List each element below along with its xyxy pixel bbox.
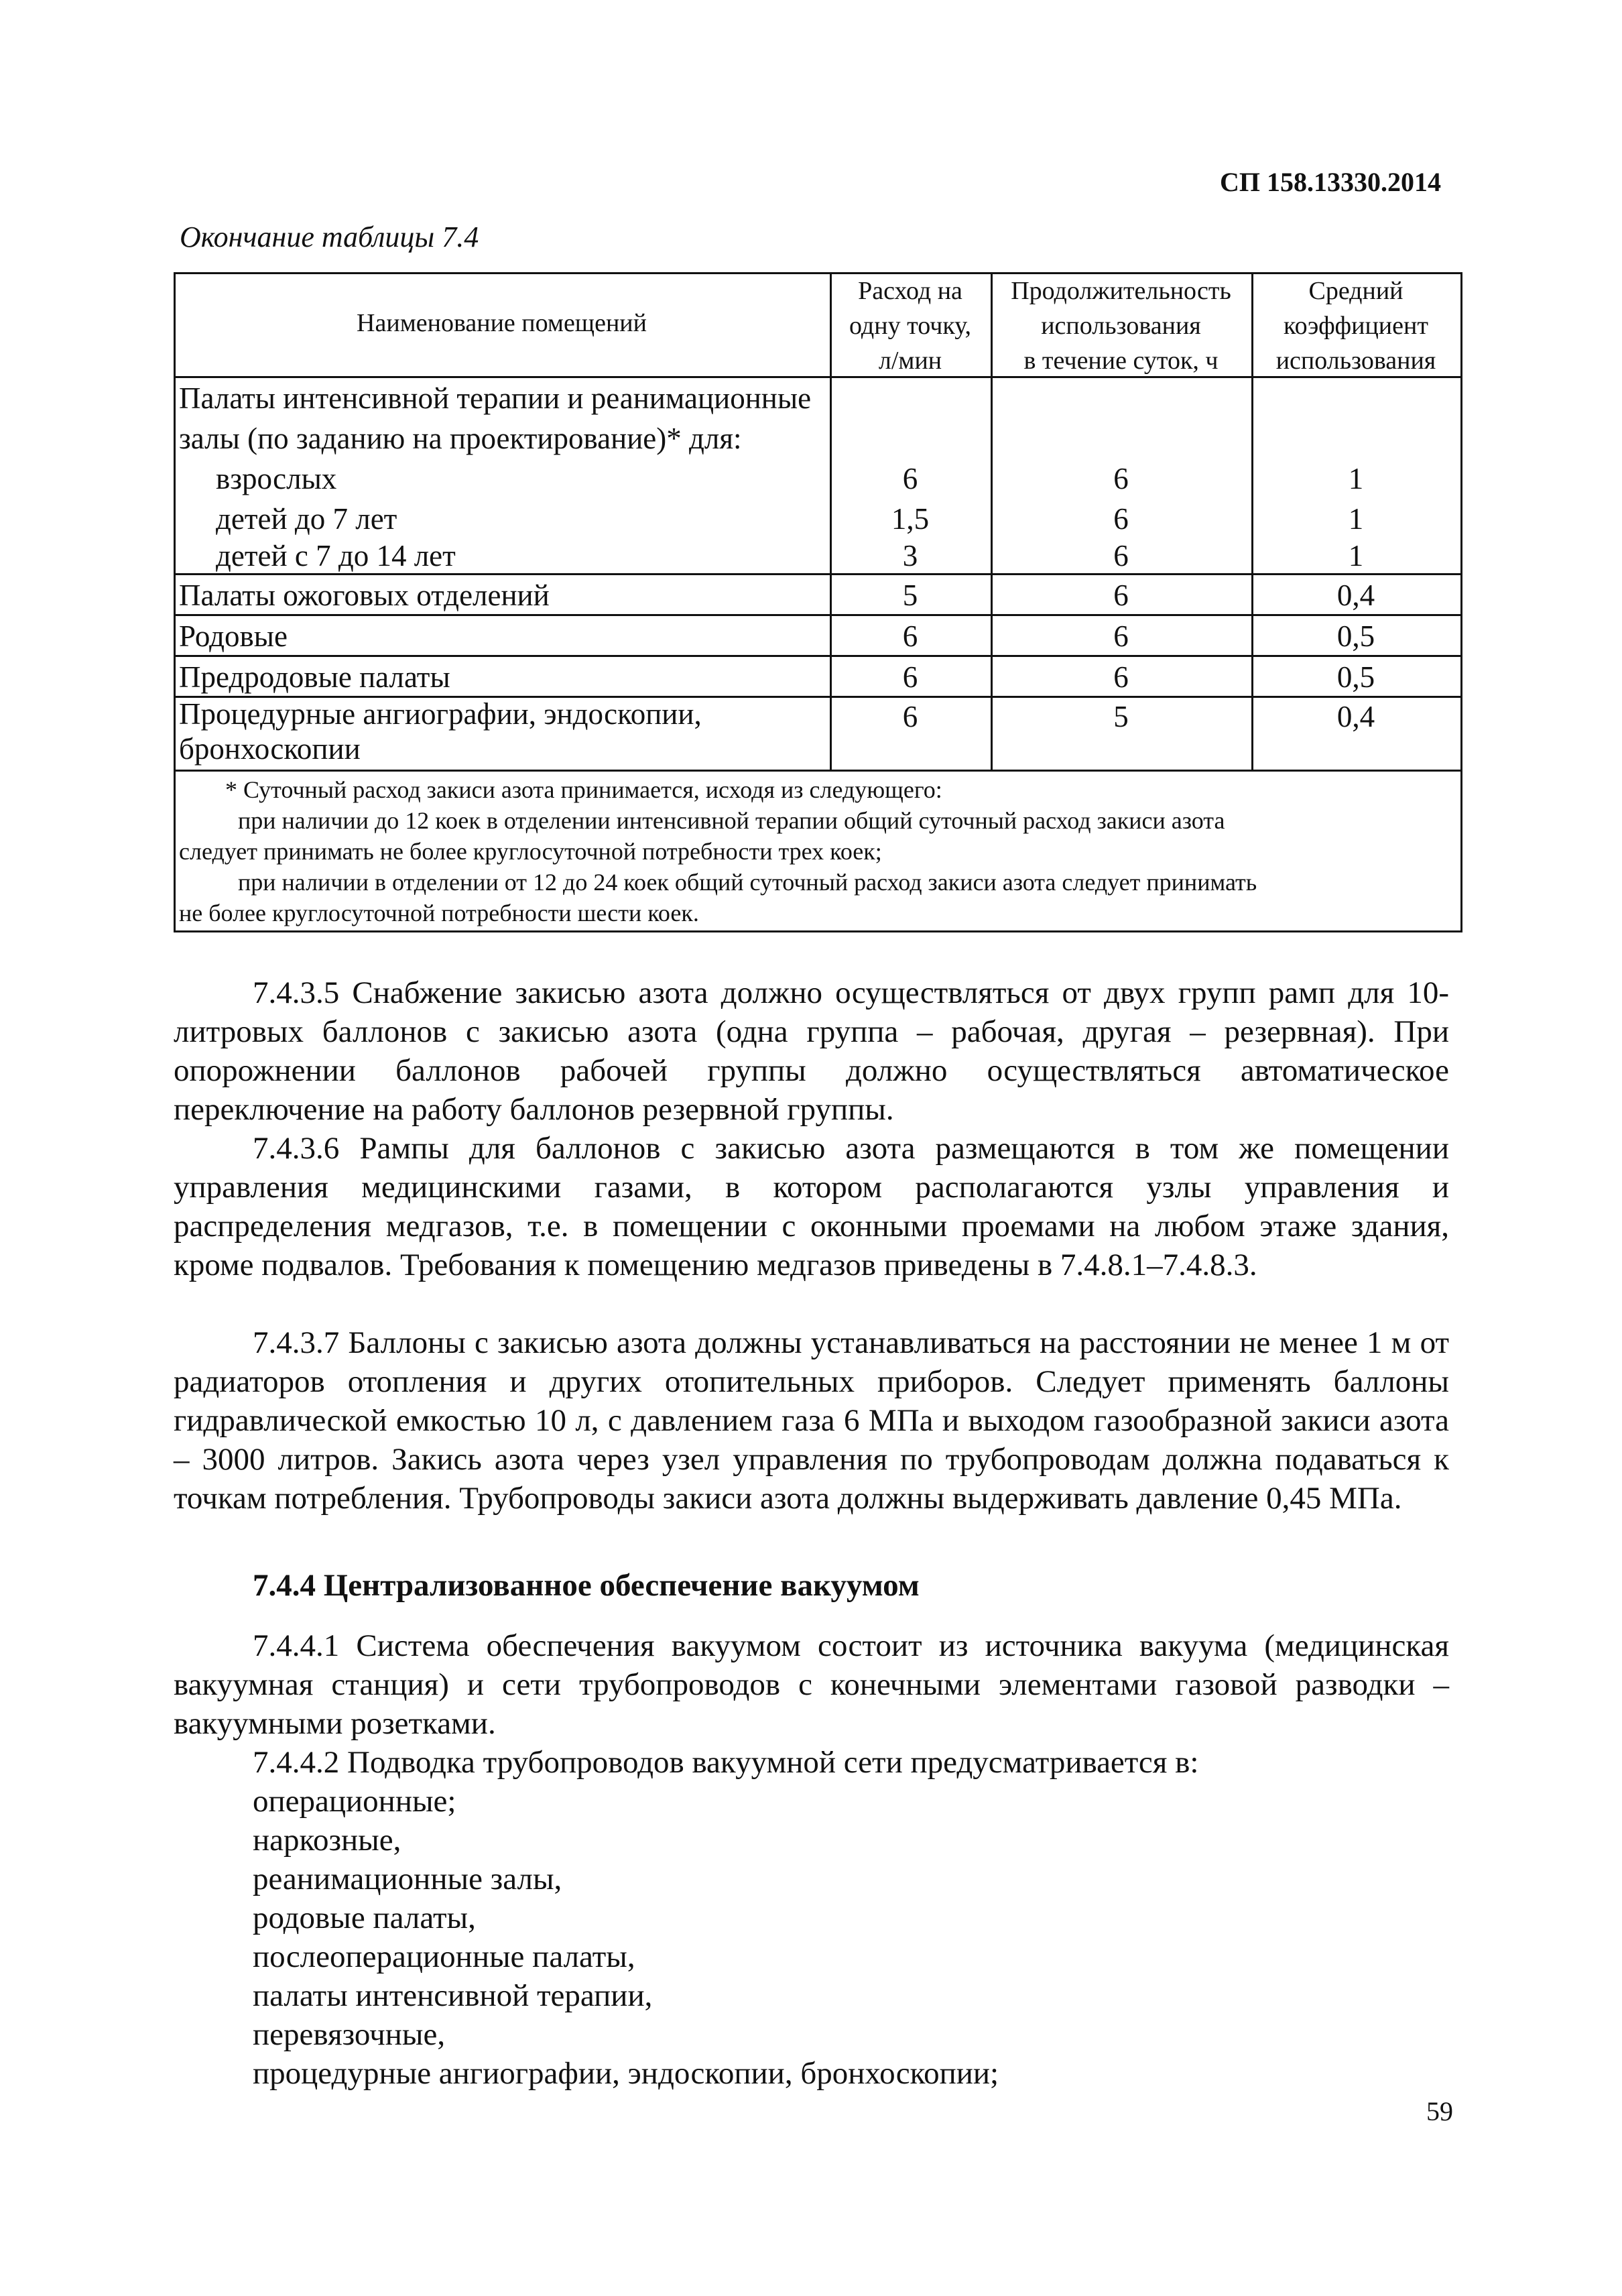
group-title-line: Палаты интенсивной терапии и реанимационные [179,381,812,415]
row-coefficient: 0,5 [1336,660,1375,694]
header-duration [991,274,1251,378]
row-coefficient: 1 [1348,502,1364,536]
header-coefficient-line: использования [1275,347,1436,375]
paragraph-text: 7.4.3.7 Баллоны с закисью азота должны устанавливаться на расстоянии не менее 1 м от радиаторов отопления и других отопительных приборов. Следует применять баллоны гидравлической емкостью 10 л, с давлением газа 6 МПа и выходом газообразной закиси азота – 3000 литров. Закись азота через узел управления по трубопроводам должна подаваться к точкам потребления. Трубопроводы закиси азота должны выдерживать давление 0,45 МПа. [174,1325,1449,1516]
list-item: процедурные ангиографии, эндоскопии, бронхоскопии; [253,2056,999,2091]
row-rate: 6 [902,700,918,733]
section-heading-7-4-4: 7.4.4 Централизованное обеспечение вакуумом [253,1568,920,1603]
row-rate: 6 [902,619,918,653]
header-duration-line: использования [1041,312,1201,340]
header-rate-line: Расход на [858,277,962,305]
table-row [174,575,1462,614]
row-duration: 6 [1113,660,1129,694]
header-rate [830,274,991,378]
list-item: реанимационные залы, [253,1862,562,1896]
paragraph-text: 7.4.4.2 Подводка трубопроводов вакуумной сети предусматривается в: [253,1745,1199,1780]
row-rate: 5 [902,579,918,612]
row-coefficient: 0,5 [1336,619,1375,653]
row-rate: 1,5 [891,502,930,536]
table-row [174,697,1462,770]
row-rate: 3 [902,539,918,572]
paragraph-text: 7.4.3.5 Снабжение закисью азота должно осуществляться от двух групп рамп для 10-литровых баллонов с закисью азота (одна группа – рабочая, другая – резервная). При опорожнении баллонов рабочей группы должно осуществляться автоматическое переключение на работу баллонов резервной группы. [174,975,1449,1127]
row-name: Палаты ожоговых отделений [179,579,550,612]
requirements-table [174,272,1462,932]
list-item: перевязочные, [253,2017,446,2052]
row-rate: 6 [902,462,918,495]
paragraph-7-4-4-2 [174,1743,1449,1782]
row-duration: 6 [1113,539,1129,572]
paragraph-7-4-3-6 [174,1129,1449,1284]
row-coefficient: 0,4 [1336,700,1375,733]
paragraph-7-4-4-1 [174,1626,1449,1743]
table-footnote-line: при наличии до 12 коек в отделении интенсивной терапии общий суточный расход закиси азота [238,807,1225,834]
row-name [179,697,822,766]
paragraph-7-4-3-5 [174,973,1449,1129]
table-footnote-line: при наличии в отделении от 12 до 24 коек общий суточный расход закиси азота следует принимать [238,869,1257,896]
paragraph-text: 7.4.4.1 Система обеспечения вакуумом состоит из источника вакуума (медицинская вакуумная станция) и сети трубопроводов с конечными элементами газовой разводки – вакуумными розетками. [174,1628,1449,1741]
header-coefficient-line: Средний [1308,277,1403,305]
table-caption: Окончание таблицы 7.4 [180,221,479,253]
document-code: СП 158.13330.2014 [1220,167,1441,197]
row-name: детей до 7 лет [216,502,397,536]
group-title-line: залы (по заданию на проектирование)* для: [179,422,742,455]
row-name-line: бронхоскопии [179,732,361,766]
paragraph-7-4-3-7 [174,1323,1449,1518]
table-row [174,657,1462,696]
table-border-bottom [174,930,1462,932]
row-name: детей с 7 до 14 лет [216,539,456,572]
list-item: наркозные, [253,1823,401,1858]
row-coefficient: 1 [1348,539,1364,572]
list-item: послеоперационные палаты, [253,1939,635,1974]
row-rate: 6 [902,660,918,694]
paragraph-text: 7.4.3.6 Рампы для баллонов с закисью азота размещаются в том же помещении управления медицинскими газами, в котором располагаются узлы управления и распределения медгазов, т.е. в помещении с оконными проемами на любом этаже здания, кроме подвалов. Требования к помещению медгазов приведены в 7.4.8.1–7.4.8.3. [174,1131,1449,1282]
list-item: операционные; [253,1784,456,1819]
group-title [179,378,822,459]
row-name-line: Процедурные ангиографии, эндоскопии, [179,697,702,731]
row-duration: 5 [1113,700,1129,733]
header-duration-line: Продолжительность [1011,277,1231,305]
list-item: палаты интенсивной терапии, [253,1978,653,2013]
table-row [174,536,1462,576]
row-name: взрослых [216,462,337,495]
row-name: Родовые [179,619,288,653]
table-row [174,499,1462,539]
row-duration: 6 [1113,462,1129,495]
header-room-name: Наименование помещений [357,309,647,337]
table-footnote-line: * Суточный расход закиси азота принимается, исходя из следующего: [225,776,942,803]
row-coefficient: 1 [1348,462,1364,495]
header-rate-line: одну точку, [849,312,971,340]
row-coefficient: 0,4 [1336,579,1375,612]
row-duration: 6 [1113,619,1129,653]
table-footnote-line: следует принимать не более круглосуточной потребности трех коек; [179,838,882,865]
table-row [174,616,1462,655]
header-duration-line: в течение суток, ч [1023,347,1219,375]
header-coefficient-line: коэффициент [1284,312,1428,340]
header-rate-line: л/мин [878,347,942,375]
vacuum-rooms-list [253,1782,999,2093]
table-footnote-line: не более круглосуточной потребности шести коек. [179,900,699,926]
row-duration: 6 [1113,579,1129,612]
row-name: Предродовые палаты [179,660,450,694]
list-item: родовые палаты, [253,1900,476,1935]
page-number: 59 [1426,2096,1453,2126]
header-coefficient [1251,274,1460,378]
row-duration: 6 [1113,502,1129,536]
table-row [174,459,1462,499]
